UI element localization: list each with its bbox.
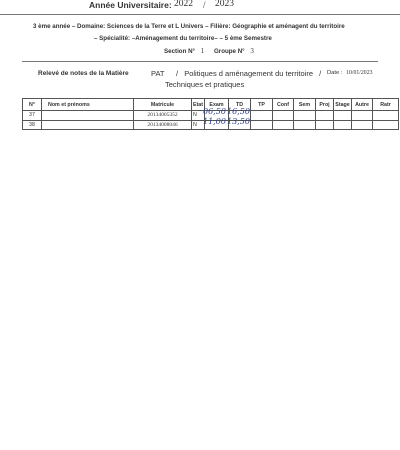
student-name [42, 111, 134, 121]
tp-cell [251, 120, 273, 130]
column-header: Exam [205, 99, 229, 111]
column-header: N° [23, 99, 42, 111]
groupe-value: 3 [250, 47, 254, 55]
academic-year-end: 2023 [215, 0, 234, 9]
stage-cell [334, 120, 352, 130]
handwritten-exam-grade: 06,50 [203, 107, 226, 116]
column-header: Etat [192, 99, 205, 111]
student-name [42, 120, 134, 130]
student-etat: N [192, 111, 205, 121]
column-header: Autre [352, 99, 373, 111]
matiere-code: PAT [151, 69, 165, 78]
student-matricule: 20134005352 [134, 111, 192, 121]
date-value: 10/01/2023 [346, 70, 373, 76]
sem-cell [294, 111, 316, 121]
date-label: Date : [327, 70, 343, 76]
autre-cell [352, 120, 373, 130]
matiere-name-line2: Techniques et pratiques [165, 80, 245, 89]
section-divider [22, 61, 378, 62]
proj-cell [316, 111, 334, 121]
row-number: 38 [23, 120, 42, 130]
section-groupe-line [164, 47, 254, 55]
column-header: Matricule [134, 99, 192, 111]
sem-cell [294, 120, 316, 130]
section-label: Section N° [164, 48, 196, 55]
releve-title: Relevé de notes de la Matière [38, 70, 129, 77]
academic-year-separator: / [203, 0, 206, 10]
column-header: Stage [334, 99, 352, 111]
ratr-cell [373, 120, 399, 130]
matiere-name-separator: / [319, 69, 322, 78]
handwritten-td-grade: 16,50 [227, 107, 250, 116]
autre-cell [352, 111, 373, 121]
column-header: Proj [316, 99, 334, 111]
academic-year-label: Année Universitaire: [89, 0, 172, 10]
domain-filiere-line: 3 ème année – Domaine: Sciences de la Terre et L Univers – Filière: Géographie et aménagent du territoire [33, 23, 345, 30]
matiere-code-separator: / [176, 69, 179, 78]
stage-cell [334, 111, 352, 121]
ratr-cell [373, 111, 399, 121]
header-divider [0, 14, 400, 15]
handwritten-td-grade: 13,50 [227, 117, 250, 126]
column-header: Ratr [373, 99, 399, 111]
tp-cell [251, 111, 273, 121]
handwritten-exam-grade: 11,00 [203, 117, 226, 126]
specialite-semestre-line: – Spécialité: –Aménagement du territoire– – 5 ème Semestre [94, 35, 272, 42]
column-header: Sem [294, 99, 316, 111]
academic-year-start: 2022 [174, 0, 193, 9]
row-number: 37 [23, 111, 42, 121]
conf-cell [273, 111, 294, 121]
date-field [327, 70, 373, 76]
column-header: Nom et prénoms [42, 99, 134, 111]
matiere-name: Politiques d aménagement du territoire [184, 69, 314, 78]
column-header: TD [229, 99, 251, 111]
matiere-name-line1 [176, 69, 321, 78]
section-value: 1 [200, 47, 205, 55]
column-header: Conf [273, 99, 294, 111]
conf-cell [273, 120, 294, 130]
groupe-label: Groupe N° [213, 48, 245, 55]
column-header: TP [251, 99, 273, 111]
proj-cell [316, 120, 334, 130]
student-matricule: 20134008046 [134, 120, 192, 130]
student-etat: N [192, 120, 205, 130]
